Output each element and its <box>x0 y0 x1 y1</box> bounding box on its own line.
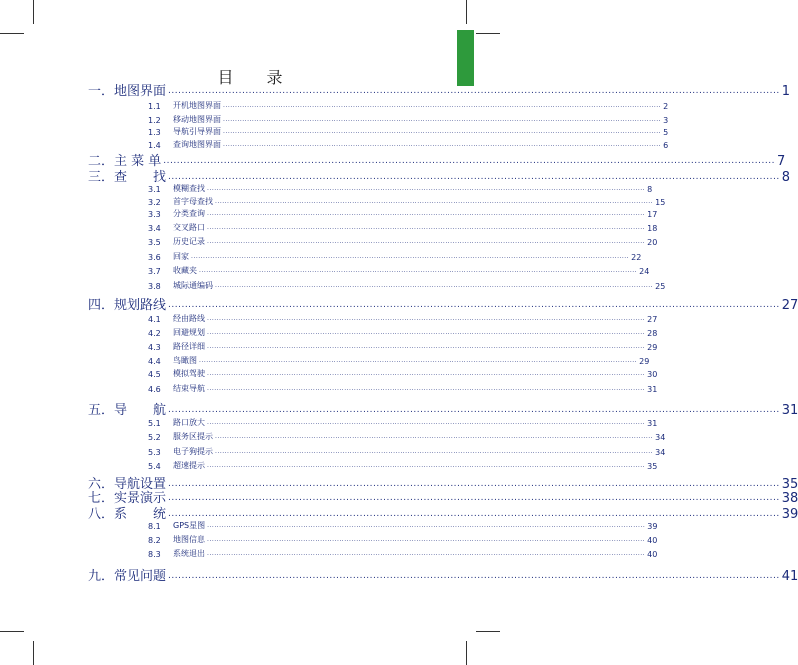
toc-entry-label: 系统退出 <box>173 549 205 558</box>
toc-section-number: 3.1 <box>148 185 161 194</box>
toc-section-entry[interactable] <box>148 265 650 276</box>
toc-leader-dots: ...................................................................................................................................................................................... <box>199 267 638 274</box>
toc-leader-dots: ...................................................................................................................................................................................... <box>223 116 662 123</box>
toc-section-entry[interactable] <box>148 139 669 150</box>
toc-page-number: 29 <box>639 357 650 366</box>
toc-section-entry[interactable] <box>148 417 658 428</box>
toc-entry-label: 路径详细 <box>173 342 205 351</box>
toc-entry-label: 历史记录 <box>173 237 205 246</box>
toc-entry-label: 鸟瞰图 <box>173 356 197 365</box>
toc-section-number: 5.2 <box>148 433 161 442</box>
toc-page-number: 8 <box>647 185 653 194</box>
toc-page-number: 27 <box>647 315 658 324</box>
toc-entry-label: 导航引导界面 <box>173 127 221 136</box>
toc-leader-dots: ...................................................................................................................................................................................... <box>168 300 780 310</box>
toc-leader-dots: ...................................................................................................................................................................................... <box>168 86 780 96</box>
toc-section-entry[interactable] <box>148 114 669 125</box>
toc-page-number: 28 <box>647 329 658 338</box>
toc-section-number: 1.3 <box>148 128 161 137</box>
toc-page-number: 17 <box>647 210 658 219</box>
crop-mark-top-right <box>466 0 467 24</box>
toc-section-entry[interactable] <box>148 208 658 219</box>
toc-leader-dots: ...................................................................................................................................................................................... <box>191 253 630 260</box>
toc-leader-dots: ...................................................................................................................................................................................... <box>168 509 780 519</box>
toc-chapter-entry[interactable] <box>88 297 798 313</box>
toc-page-number: 30 <box>647 370 658 379</box>
toc-page-number: 35 <box>781 477 798 492</box>
crop-mark-top-left-h <box>0 33 24 34</box>
toc-section-entry[interactable] <box>148 280 666 291</box>
toc-page-number: 7 <box>776 154 786 169</box>
toc-section-number: 5.3 <box>148 448 161 457</box>
toc-entry-label: 六．导航设置 <box>88 477 167 492</box>
toc-section-number: 4.5 <box>148 370 161 379</box>
toc-page-number: 6 <box>663 141 669 150</box>
toc-page-number: 35 <box>647 462 658 471</box>
toc-chapter-entry[interactable] <box>88 402 798 418</box>
toc-title: 目 录 <box>217 68 297 87</box>
toc-section-entry[interactable] <box>148 222 658 233</box>
toc-section-number: 4.2 <box>148 329 161 338</box>
toc-page-number: 1 <box>781 84 790 99</box>
toc-chapter-entry[interactable] <box>88 83 790 99</box>
toc-entry-label: 模糊查找 <box>173 184 205 193</box>
toc-page-number: 24 <box>639 267 650 276</box>
toc-entry-label: 收藏夹 <box>173 266 197 275</box>
toc-section-number: 4.1 <box>148 315 161 324</box>
toc-leader-dots: ...................................................................................................................................................................................... <box>207 522 646 529</box>
crop-mark-bottom-right-h <box>476 631 500 632</box>
toc-leader-dots: ...................................................................................................................................................................................... <box>215 433 654 440</box>
toc-page-number: 2 <box>663 102 669 111</box>
toc-section-number: 1.2 <box>148 116 161 125</box>
toc-page-number: 15 <box>655 198 666 207</box>
toc-leader-dots: ...................................................................................................................................................................................... <box>207 315 646 322</box>
toc-section-number: 4.6 <box>148 385 161 394</box>
toc-section-number: 3.5 <box>148 238 161 247</box>
toc-section-entry[interactable] <box>148 446 666 457</box>
toc-page-number: 20 <box>647 238 658 247</box>
crop-mark-top-right-h <box>476 33 500 34</box>
toc-section-entry[interactable] <box>148 341 658 352</box>
toc-entry-label: 八．系 统 <box>88 507 167 522</box>
toc-page-number: 27 <box>781 298 798 313</box>
toc-section-entry[interactable] <box>148 431 666 442</box>
toc-entry-label: 交叉路口 <box>173 223 205 232</box>
toc-section-entry[interactable] <box>148 520 658 531</box>
toc-entry-label: 路口放大 <box>173 418 205 427</box>
toc-entry-label: 地图信息 <box>173 535 205 544</box>
toc-section-number: 4.3 <box>148 343 161 352</box>
toc-section-number: 3.8 <box>148 282 161 291</box>
toc-leader-dots: ...................................................................................................................................................................................... <box>168 172 780 182</box>
toc-entry-label: 首字母查找 <box>173 197 213 206</box>
crop-mark-bottom-left-h <box>0 631 24 632</box>
toc-section-number: 1.1 <box>148 102 161 111</box>
toc-page-number: 25 <box>655 282 666 291</box>
crop-mark-bottom-right <box>466 641 467 665</box>
toc-page-number: 5 <box>663 128 669 137</box>
toc-leader-dots: ...................................................................................................................................................................................... <box>207 185 646 192</box>
toc-page-number: 8 <box>781 170 790 185</box>
toc-entry-label: 二．主 菜 单 <box>88 154 162 169</box>
toc-section-number: 3.6 <box>148 253 161 262</box>
toc-leader-dots: ...................................................................................................................................................................................... <box>168 571 780 581</box>
toc-section-entry[interactable] <box>148 251 642 262</box>
toc-leader-dots: ...................................................................................................................................................................................... <box>207 370 646 377</box>
toc-page-number: 38 <box>781 491 798 506</box>
toc-entry-label: 五．导 航 <box>88 403 167 418</box>
toc-chapter-entry[interactable] <box>88 568 798 584</box>
toc-page-number: 31 <box>781 403 798 418</box>
toc-section-number: 5.1 <box>148 419 161 428</box>
toc-entry-label: 九．常见问题 <box>88 569 167 584</box>
toc-leader-dots: ...................................................................................................................................................................................... <box>207 385 646 392</box>
toc-leader-dots: ...................................................................................................................................................................................... <box>207 329 646 336</box>
toc-entry-label: 超速提示 <box>173 461 205 470</box>
toc-leader-dots: ...................................................................................................................................................................................... <box>163 156 775 166</box>
toc-section-entry[interactable] <box>148 460 658 471</box>
toc-leader-dots: ...................................................................................................................................................................................... <box>207 419 646 426</box>
toc-entry-label: 四．规划路线 <box>88 298 167 313</box>
toc-entry-label: 一．地图界面 <box>88 84 167 99</box>
toc-entry-label: 模拟驾驶 <box>173 369 205 378</box>
toc-section-number: 3.7 <box>148 267 161 276</box>
toc-page-number: 3 <box>663 116 669 125</box>
toc-page-number: 39 <box>647 522 658 531</box>
toc-leader-dots: ...................................................................................................................................................................................... <box>199 357 638 364</box>
toc-section-number: 8.1 <box>148 522 161 531</box>
toc-page-number: 34 <box>655 433 666 442</box>
toc-section-number: 3.2 <box>148 198 161 207</box>
toc-section-entry[interactable] <box>148 548 658 559</box>
toc-entry-label: 查询地图界面 <box>173 140 221 149</box>
toc-entry-label: 经由路线 <box>173 314 205 323</box>
toc-section-entry[interactable] <box>148 383 658 394</box>
toc-leader-dots: ...................................................................................................................................................................................... <box>223 141 662 148</box>
toc-leader-dots: ...................................................................................................................................................................................... <box>215 448 654 455</box>
toc-page-number: 29 <box>647 343 658 352</box>
toc-section-number: 8.2 <box>148 536 161 545</box>
toc-section-number: 5.4 <box>148 462 161 471</box>
toc-leader-dots: ...................................................................................................................................................................................... <box>207 224 646 231</box>
toc-section-entry[interactable] <box>148 534 658 545</box>
crop-mark-bottom-left <box>33 641 34 665</box>
toc-section-entry[interactable] <box>148 355 650 366</box>
toc-section-number: 3.4 <box>148 224 161 233</box>
toc-entry-label: 城际通编码 <box>173 281 213 290</box>
toc-leader-dots: ...................................................................................................................................................................................... <box>168 405 780 415</box>
toc-entry-label: 回家 <box>173 252 189 261</box>
toc-leader-dots: ...................................................................................................................................................................................... <box>207 462 646 469</box>
toc-page-number: 18 <box>647 224 658 233</box>
toc-page-number: 22 <box>631 253 642 262</box>
toc-leader-dots: ...................................................................................................................................................................................... <box>223 102 662 109</box>
toc-page-number: 31 <box>647 419 658 428</box>
toc-page-number: 41 <box>781 569 798 584</box>
toc-entry-label: 电子狗提示 <box>173 447 213 456</box>
toc-section-entry[interactable] <box>148 236 658 247</box>
toc-section-entry[interactable] <box>148 183 653 194</box>
toc-section-entry[interactable] <box>148 100 669 111</box>
toc-entry-label: 开机地图界面 <box>173 101 221 110</box>
toc-entry-label: GPS星图 <box>173 521 206 530</box>
toc-leader-dots: ...................................................................................................................................................................................... <box>215 198 654 205</box>
toc-entry-label: 移动地图界面 <box>173 115 221 124</box>
toc-leader-dots: ...................................................................................................................................................................................... <box>215 282 654 289</box>
toc-leader-dots: ...................................................................................................................................................................................... <box>207 210 646 217</box>
toc-leader-dots: ...................................................................................................................................................................................... <box>207 550 646 557</box>
toc-section-number: 8.3 <box>148 550 161 559</box>
toc-leader-dots: ...................................................................................................................................................................................... <box>223 128 662 135</box>
toc-section-number: 4.4 <box>148 357 161 366</box>
toc-entry-label: 结束导航 <box>173 384 205 393</box>
toc-leader-dots: ...................................................................................................................................................................................... <box>168 479 780 489</box>
toc-leader-dots: ...................................................................................................................................................................................... <box>207 536 646 543</box>
toc-leader-dots: ...................................................................................................................................................................................... <box>168 493 780 503</box>
toc-page-number: 40 <box>647 550 658 559</box>
toc-entry-label: 分类查询 <box>173 209 205 218</box>
toc-section-number: 3.3 <box>148 210 161 219</box>
toc-page-number: 40 <box>647 536 658 545</box>
toc-section-entry[interactable] <box>148 126 669 137</box>
toc-section-number: 1.4 <box>148 141 161 150</box>
toc-entry-label: 三．查 找 <box>88 170 167 185</box>
toc-page-number: 34 <box>655 448 666 457</box>
toc-section-entry[interactable] <box>148 327 658 338</box>
toc-page-number: 31 <box>647 385 658 394</box>
crop-mark-top-left <box>33 0 34 24</box>
toc-page-number: 39 <box>781 507 798 522</box>
toc-leader-dots: ...................................................................................................................................................................................... <box>207 343 646 350</box>
toc-leader-dots: ...................................................................................................................................................................................... <box>207 238 646 245</box>
toc-entry-label: 回避规划 <box>173 328 205 337</box>
toc-entry-label: 七．实景演示 <box>88 491 167 506</box>
toc-section-entry[interactable] <box>148 368 658 379</box>
toc-section-entry[interactable] <box>148 196 666 207</box>
toc-section-entry[interactable] <box>148 313 658 324</box>
toc-entry-label: 服务区提示 <box>173 432 213 441</box>
